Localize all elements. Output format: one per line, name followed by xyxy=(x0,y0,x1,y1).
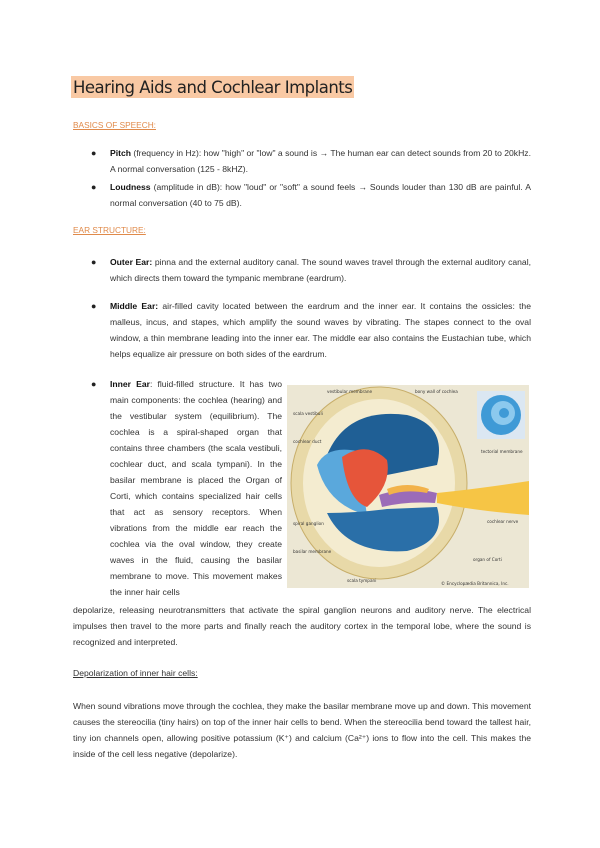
inset-cochlea-core xyxy=(499,408,509,418)
label-cochlear-nerve: cochlear nerve xyxy=(487,519,519,524)
label-vestibular-membrane: vestibular membrane xyxy=(327,389,373,394)
label-tectorial-membrane: tectorial membrane xyxy=(481,449,523,454)
term-pitch: Pitch xyxy=(110,148,132,158)
list-item-loudness xyxy=(91,179,531,211)
text-loudness: (amplitude in dB): how "loud" or "soft" a sound feels → Sounds louder than 130 dB are painful. A normal conversation (40 to 75 dB). xyxy=(110,182,531,208)
bullet-icon: ● xyxy=(91,148,97,158)
list-item-inner-ear xyxy=(91,376,282,600)
section-heading-ear: EAR STRUCTURE: xyxy=(73,225,146,235)
inner-ear-continuation: depolarize, releasing neurotransmitters that activate the spiral ganglion neurons and auditory nerve. The electrical impulses then travel to the more parts and finally reach the auditory cortex in the temporal lobe, where the sound is recognized and interpreted. xyxy=(73,605,531,647)
text-pitch: (frequency in Hz): how "high" or "low" a sound is → The human ear can detect sounds from 20 to 20kHz. A normal conversation (125 - 8kHZ). xyxy=(110,148,531,174)
term-loudness: Loudness xyxy=(110,182,151,192)
bullet-icon: ● xyxy=(91,257,97,267)
text-outer-ear: pinna and the external auditory canal. The sound waves travel through the external auditory canal, which directs them toward the tympanic membrane (eardrum). xyxy=(110,257,531,283)
list-item-outer-ear xyxy=(91,254,531,286)
list-item-pitch xyxy=(91,145,531,177)
page-title: Hearing Aids and Cochlear Implants xyxy=(73,78,353,97)
cochlea-cross-section-illustration xyxy=(287,385,529,588)
label-scala-vestibuli: scala vestibuli xyxy=(293,411,323,416)
term-outer-ear: Outer Ear: xyxy=(110,257,153,267)
text-middle-ear: air-filled cavity located between the eardrum and the inner ear. It contains the ossicles: the malleus, incus, and stapes, which amplify the sound waves by vibrating. The stapes connect to the oval window, a thin membrane leading into the inner ear. The middle ear also contains the Eustachian tube, which helps equalize air pressure on both sides of the eardrum. xyxy=(110,301,531,359)
term-inner-ear: Inner Ear xyxy=(110,379,150,389)
text-inner-ear: : fluid-filled structure. It has two main components: the cochlea (hearing) and the vestibular system (equilibrium). The cochlea is a spiral-shaped organ that contains three chambers (the scala vestibuli, cochlear duct, and scala tympani). In the basilar membrane is placed the Organ of Corti, which contains specialized hair cells that act as sensory receptors. When vibrations from the middle ear reach the cochlea via the oval window, they create waves in the fluid, causing the basilar membrane to move. This movement makes the inner hair cells xyxy=(110,379,282,597)
section-heading-speech: BASICS OF SPEECH: xyxy=(73,120,156,130)
bullet-icon: ● xyxy=(91,182,97,192)
term-middle-ear: Middle Ear: xyxy=(110,301,159,311)
bullet-icon: ● xyxy=(91,301,97,311)
bullet-icon: ● xyxy=(91,379,97,389)
label-organ-of-corti: organ of Corti xyxy=(473,557,502,562)
label-bony-wall: bony wall of cochlea xyxy=(415,389,458,394)
cochlea-diagram xyxy=(287,385,529,588)
list-item-middle-ear xyxy=(91,298,531,362)
label-scala-tympani: scala tympani xyxy=(347,578,377,583)
label-credit: © Encyclopædia Britannica, Inc. xyxy=(441,581,509,586)
label-basilar-membrane: basilar membrane xyxy=(293,549,332,554)
depolarization-text: When sound vibrations move through the cochlea, they make the basilar membrane move up and down. This movement causes the stereocilia (tiny hairs) on top of the inner hair cells to bend. When the stereocilia bend toward the tallest hair, tiny ion channels open, allowing positive potassium (K⁺) and calcium (Ca²⁺) ions to flow into the cell. This makes the inside of the cell less negative (depolarize). xyxy=(73,701,531,759)
label-spiral-ganglion: spiral ganglion xyxy=(293,521,324,526)
depolarization-heading: Depolarization of inner hair cells: xyxy=(73,668,198,678)
label-cochlear-duct: cochlear duct xyxy=(293,439,322,444)
